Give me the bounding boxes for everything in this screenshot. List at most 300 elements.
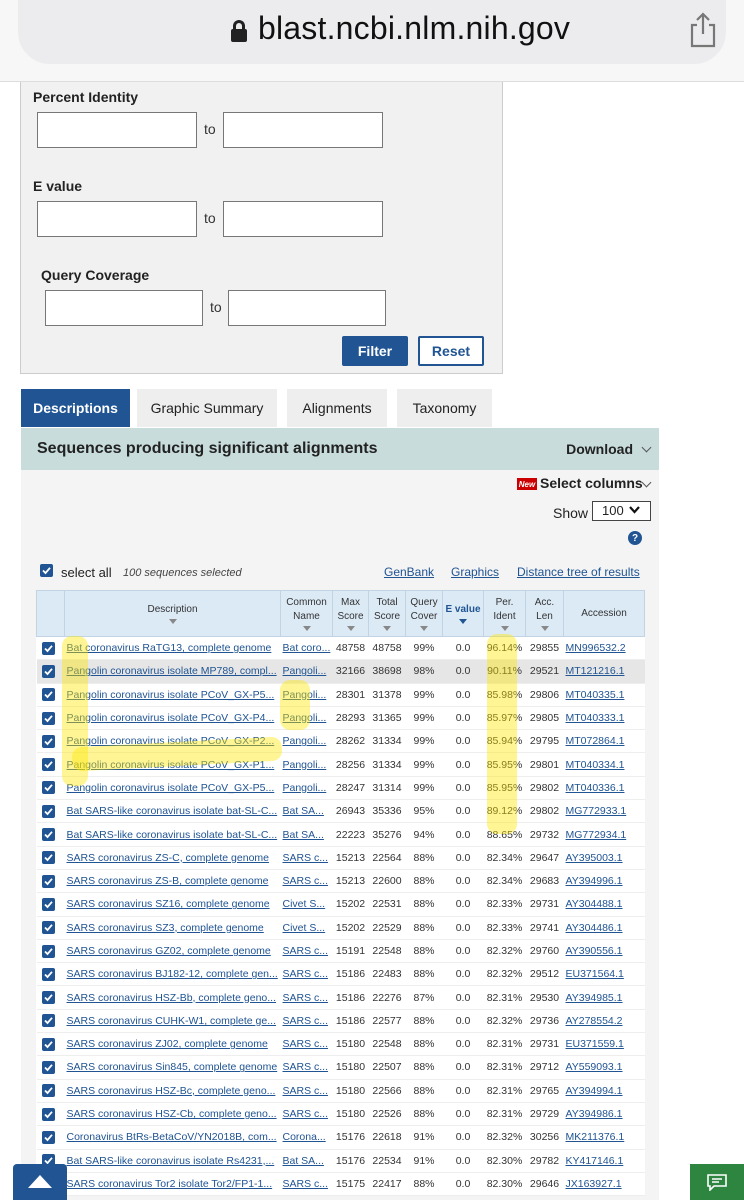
table-row[interactable]	[37, 660, 645, 683]
per-ident: 89.12%	[484, 800, 526, 823]
acc-len: 29647	[526, 846, 564, 869]
row-checkbox[interactable]	[37, 730, 65, 753]
chat-icon	[707, 1174, 727, 1191]
per-ident: 96.14%	[484, 637, 526, 660]
per-ident: 82.30%	[484, 1149, 526, 1172]
evalue: 0.0	[443, 846, 484, 869]
checkbox-checked-icon[interactable]	[42, 688, 55, 701]
sort-icon	[420, 626, 428, 631]
sort-icon	[501, 626, 509, 631]
per-ident: 82.32%	[484, 1009, 526, 1032]
show-count-value: 100	[602, 503, 624, 518]
percent-identity-max-input[interactable]	[223, 112, 383, 148]
evalue: 0.0	[443, 823, 484, 846]
table-row[interactable]	[37, 893, 645, 916]
common-name-link[interactable]: SARS c...	[281, 1102, 333, 1125]
query-cover: 88%	[406, 1079, 443, 1102]
total-score: 22577	[369, 1009, 406, 1032]
row-checkbox[interactable]	[37, 1056, 65, 1079]
query-cover: 88%	[406, 939, 443, 962]
total-score: 22526	[369, 1102, 406, 1125]
header-common-name[interactable]: Common Name	[281, 591, 333, 637]
checkbox-checked-icon[interactable]	[42, 1014, 55, 1027]
checkbox-checked-icon[interactable]	[42, 1038, 55, 1051]
header-acc-len[interactable]: Acc. Len	[526, 591, 564, 637]
total-score: 22548	[369, 939, 406, 962]
row-checkbox[interactable]	[37, 753, 65, 776]
max-score: 28256	[333, 753, 369, 776]
total-score: 48758	[369, 637, 406, 660]
common-name-link[interactable]: Pangoli...	[281, 776, 333, 799]
accession-link[interactable]: MG772934.1	[564, 823, 645, 846]
selected-count: 100 sequences selected	[123, 567, 242, 579]
accession-link[interactable]: AY394996.1	[564, 869, 645, 892]
table-row[interactable]	[37, 776, 645, 799]
description-link[interactable]: SARS coronavirus HSZ-Cb, complete geno...	[65, 1102, 281, 1125]
accession-link[interactable]: AY394986.1	[564, 1102, 645, 1125]
query-cover: 99%	[406, 776, 443, 799]
row-checkbox[interactable]	[37, 1126, 65, 1149]
common-name-link[interactable]: SARS c...	[281, 1079, 333, 1102]
description-link[interactable]: SARS coronavirus ZS-C, complete genome	[65, 846, 281, 869]
checkbox-checked-icon[interactable]	[42, 968, 55, 981]
per-ident: 82.31%	[484, 1079, 526, 1102]
query-cover: 88%	[406, 893, 443, 916]
description-link[interactable]: Bat SARS-like coronavirus isolate bat-SL-C...	[65, 823, 281, 846]
accession-link[interactable]: MT040333.1	[564, 706, 645, 729]
description-link[interactable]: SARS coronavirus ZS-B, complete genome	[65, 869, 281, 892]
description-link[interactable]: Pangolin coronavirus isolate MP789, compl...	[65, 660, 281, 683]
acc-len: 29530	[526, 986, 564, 1009]
chevron-down-icon	[629, 506, 640, 514]
description-link[interactable]: Bat SARS-like coronavirus isolate Rs4231,...	[65, 1149, 281, 1172]
query-cover: 88%	[406, 916, 443, 939]
total-score: 22564	[369, 846, 406, 869]
accession-link[interactable]: JX163927.1	[564, 1172, 645, 1195]
url-text[interactable]: blast.ncbi.nlm.nih.gov	[258, 10, 571, 46]
accession-link[interactable]: MT040336.1	[564, 776, 645, 799]
query-coverage-min-input[interactable]	[45, 290, 203, 326]
accession-link[interactable]: MK211376.1	[564, 1126, 645, 1149]
common-name-link[interactable]: SARS c...	[281, 1056, 333, 1079]
description-link[interactable]: SARS coronavirus SZ16, complete genome	[65, 893, 281, 916]
table-row[interactable]	[37, 916, 645, 939]
common-name-link[interactable]: Bat SA...	[281, 800, 333, 823]
row-checkbox[interactable]	[37, 916, 65, 939]
common-name-link[interactable]: SARS c...	[281, 1033, 333, 1056]
max-score: 26943	[333, 800, 369, 823]
max-score: 48758	[333, 637, 369, 660]
max-score: 15180	[333, 1079, 369, 1102]
checkbox-checked-icon[interactable]	[42, 1131, 55, 1144]
accession-link[interactable]: EU371564.1	[564, 963, 645, 986]
query-cover: 88%	[406, 1033, 443, 1056]
checkbox-checked-icon[interactable]	[42, 712, 55, 725]
acc-len: 29731	[526, 1033, 564, 1056]
graphics-link[interactable]: Graphics	[451, 565, 500, 579]
checkbox-checked-icon[interactable]	[42, 805, 55, 818]
row-checkbox[interactable]	[37, 963, 65, 986]
common-name-link[interactable]: Civet S...	[281, 893, 333, 916]
evalue: 0.0	[443, 776, 484, 799]
description-link[interactable]: Coronavirus BtRs-BetaCoV/YN2018B, com...	[65, 1126, 281, 1149]
tab-descriptions[interactable]: Descriptions	[21, 389, 130, 427]
query-cover: 88%	[406, 1172, 443, 1195]
row-checkbox[interactable]	[37, 1033, 65, 1056]
accession-link[interactable]: AY390556.1	[564, 939, 645, 962]
evalue: 0.0	[443, 800, 484, 823]
common-name-link[interactable]: Pangoli...	[281, 706, 333, 729]
table-row[interactable]	[37, 753, 645, 776]
description-link[interactable]: Bat SARS-like coronavirus isolate bat-SL-C...	[65, 800, 281, 823]
query-cover: 88%	[406, 1056, 443, 1079]
description-link[interactable]: SARS coronavirus Sin845, complete genome	[65, 1056, 281, 1079]
acc-len: 30256	[526, 1126, 564, 1149]
per-ident: 82.32%	[484, 939, 526, 962]
header-query-cover[interactable]: Query Cover	[406, 591, 443, 637]
per-ident: 82.31%	[484, 1102, 526, 1125]
accession-link[interactable]: MT040335.1	[564, 683, 645, 706]
common-name-link[interactable]: SARS c...	[281, 1172, 333, 1195]
query-cover: 88%	[406, 869, 443, 892]
table-row[interactable]	[37, 869, 645, 892]
row-checkbox[interactable]	[37, 800, 65, 823]
evalue-min-input[interactable]	[37, 201, 197, 237]
common-name-link[interactable]: Bat SA...	[281, 1149, 333, 1172]
evalue: 0.0	[443, 1172, 484, 1195]
table-row[interactable]	[37, 986, 645, 1009]
accession-link[interactable]: AY304488.1	[564, 893, 645, 916]
max-score: 15180	[333, 1102, 369, 1125]
table-row[interactable]	[37, 1172, 645, 1195]
header-checkbox-cell	[37, 591, 65, 637]
acc-len: 29521	[526, 660, 564, 683]
table-row[interactable]	[37, 1033, 645, 1056]
row-checkbox[interactable]	[37, 776, 65, 799]
download-button[interactable]: Download	[566, 441, 633, 457]
max-score: 15186	[333, 963, 369, 986]
max-score: 15202	[333, 893, 369, 916]
to-label: to	[204, 210, 216, 226]
common-name-link[interactable]: Bat SA...	[281, 823, 333, 846]
accession-link[interactable]: MT040334.1	[564, 753, 645, 776]
common-name-link[interactable]: SARS c...	[281, 869, 333, 892]
common-name-link[interactable]: SARS c...	[281, 1009, 333, 1032]
checkbox-checked-icon[interactable]	[42, 1084, 55, 1097]
evalue: 0.0	[443, 939, 484, 962]
acc-len: 29855	[526, 637, 564, 660]
max-score: 15176	[333, 1126, 369, 1149]
checkbox-checked-icon[interactable]	[42, 735, 55, 748]
lock-icon	[231, 20, 247, 42]
sort-icon	[541, 626, 549, 631]
checkbox-checked-icon[interactable]	[42, 758, 55, 771]
select-all-checkbox[interactable]	[40, 564, 53, 577]
row-checkbox[interactable]	[37, 1009, 65, 1032]
per-ident: 82.34%	[484, 846, 526, 869]
evalue: 0.0	[443, 986, 484, 1009]
accession-link[interactable]: MT072864.1	[564, 730, 645, 753]
row-checkbox[interactable]	[37, 986, 65, 1009]
acc-len: 29731	[526, 893, 564, 916]
total-score: 35276	[369, 823, 406, 846]
header-accession[interactable]: Accession	[564, 591, 645, 637]
per-ident: 82.31%	[484, 1033, 526, 1056]
table-row[interactable]	[37, 730, 645, 753]
checkbox-checked-icon[interactable]	[42, 1108, 55, 1121]
per-ident: 85.95%	[484, 776, 526, 799]
query-coverage-max-input[interactable]	[228, 290, 386, 326]
description-link[interactable]: SARS coronavirus HSZ-Bb, complete geno...	[65, 986, 281, 1009]
common-name-link[interactable]: Pangoli...	[281, 730, 333, 753]
evalue: 0.0	[443, 753, 484, 776]
table-row[interactable]	[37, 846, 645, 869]
row-checkbox[interactable]	[37, 706, 65, 729]
table-row[interactable]	[37, 800, 645, 823]
common-name-link[interactable]: SARS c...	[281, 986, 333, 1009]
accession-link[interactable]: AY394985.1	[564, 986, 645, 1009]
query-cover: 88%	[406, 963, 443, 986]
results-table	[36, 590, 645, 1196]
total-score: 31334	[369, 730, 406, 753]
accession-link[interactable]: MG772933.1	[564, 800, 645, 823]
accession-link[interactable]: MN996532.2	[564, 637, 645, 660]
acc-len: 29760	[526, 939, 564, 962]
accession-link[interactable]: AY278554.2	[564, 1009, 645, 1032]
acc-len: 29741	[526, 916, 564, 939]
max-score: 15202	[333, 916, 369, 939]
row-checkbox[interactable]	[37, 1079, 65, 1102]
acc-len: 29795	[526, 730, 564, 753]
description-link[interactable]: Bat coronavirus RaTG13, complete genome	[65, 637, 281, 660]
table-row[interactable]	[37, 823, 645, 846]
common-name-link[interactable]: Pangoli...	[281, 683, 333, 706]
accession-link[interactable]: AY304486.1	[564, 916, 645, 939]
row-checkbox[interactable]	[37, 660, 65, 683]
browser-address-bar	[0, 0, 744, 82]
accession-link[interactable]: AY559093.1	[564, 1056, 645, 1079]
description-link[interactable]: SARS coronavirus GZ02, complete genome	[65, 939, 281, 962]
checkbox-checked-icon[interactable]	[42, 1061, 55, 1074]
max-score: 15176	[333, 1149, 369, 1172]
percent-identity-min-input[interactable]	[37, 112, 197, 148]
per-ident: 82.30%	[484, 1172, 526, 1195]
total-score: 31365	[369, 706, 406, 729]
table-row[interactable]	[37, 939, 645, 962]
share-icon[interactable]	[688, 12, 718, 48]
chevron-down-icon[interactable]	[642, 443, 652, 453]
to-label: to	[204, 121, 216, 137]
results-title: Sequences producing significant alignments	[37, 440, 378, 457]
table-header-row	[37, 591, 645, 637]
total-score: 22531	[369, 893, 406, 916]
url-field[interactable]	[18, 0, 726, 64]
description-link[interactable]: Pangolin coronavirus isolate PCoV_GX-P5...	[65, 776, 281, 799]
query-cover: 99%	[406, 706, 443, 729]
description-link[interactable]: SARS coronavirus BJ182-12, complete gen...	[65, 963, 281, 986]
query-cover: 98%	[406, 660, 443, 683]
filter-button[interactable]: Filter	[342, 336, 408, 366]
common-name-link[interactable]: Civet S...	[281, 916, 333, 939]
header-evalue[interactable]: E value	[443, 591, 484, 637]
header-max-score[interactable]: Max Score	[333, 591, 369, 637]
evalue: 0.0	[443, 1033, 484, 1056]
description-link[interactable]: Pangolin coronavirus isolate PCoV_GX-P5...	[65, 683, 281, 706]
description-link[interactable]: SARS coronavirus Tor2 isolate Tor2/FP1-1...	[65, 1172, 281, 1195]
total-score: 22276	[369, 986, 406, 1009]
per-ident: 90.11%	[484, 660, 526, 683]
evalue: 0.0	[443, 1056, 484, 1079]
table-row[interactable]	[37, 706, 645, 729]
reset-button[interactable]: Reset	[418, 336, 484, 366]
genbank-link[interactable]: GenBank	[384, 565, 435, 579]
checkbox-checked-icon[interactable]	[42, 991, 55, 1004]
evalue: 0.0	[443, 1009, 484, 1032]
max-score: 15213	[333, 869, 369, 892]
table-row[interactable]	[37, 1056, 645, 1079]
common-name-link[interactable]: Bat coro...	[281, 637, 333, 660]
common-name-link[interactable]: Pangoli...	[281, 753, 333, 776]
common-name-link[interactable]: SARS c...	[281, 846, 333, 869]
sort-icon	[347, 626, 355, 631]
accession-link[interactable]: AY394994.1	[564, 1079, 645, 1102]
help-icon[interactable]: ?	[628, 531, 642, 545]
per-ident: 82.33%	[484, 893, 526, 916]
common-name-link[interactable]: SARS c...	[281, 963, 333, 986]
row-checkbox[interactable]	[37, 846, 65, 869]
total-score: 22507	[369, 1056, 406, 1079]
header-per-ident[interactable]: Per. Ident	[484, 591, 526, 637]
per-ident: 85.95%	[484, 753, 526, 776]
row-checkbox[interactable]	[37, 869, 65, 892]
description-link[interactable]: Pangolin coronavirus isolate PCoV_GX-P4...	[65, 706, 281, 729]
checkbox-checked-icon[interactable]	[42, 875, 55, 888]
total-score: 22417	[369, 1172, 406, 1195]
common-name-link[interactable]: Corona...	[281, 1126, 333, 1149]
acc-len: 29646	[526, 1172, 564, 1195]
table-row[interactable]	[37, 1126, 645, 1149]
show-count-select[interactable]	[592, 501, 651, 521]
results-header	[21, 428, 659, 470]
acc-len: 29732	[526, 823, 564, 846]
acc-len: 29512	[526, 963, 564, 986]
checkbox-checked-icon[interactable]	[42, 781, 55, 794]
row-checkbox[interactable]	[37, 1102, 65, 1125]
description-link[interactable]: SARS coronavirus HSZ-Bc, complete geno...	[65, 1079, 281, 1102]
max-score: 15175	[333, 1172, 369, 1195]
table-row[interactable]	[37, 637, 645, 660]
query-cover: 88%	[406, 846, 443, 869]
acc-len: 29802	[526, 776, 564, 799]
acc-len: 29802	[526, 800, 564, 823]
table-row[interactable]	[37, 1149, 645, 1172]
max-score: 28301	[333, 683, 369, 706]
checkbox-checked-icon[interactable]	[42, 898, 55, 911]
header-total-score[interactable]: Total Score	[369, 591, 406, 637]
max-score: 15180	[333, 1056, 369, 1079]
max-score: 32166	[333, 660, 369, 683]
evalue: 0.0	[443, 1149, 484, 1172]
accession-link[interactable]: MT121216.1	[564, 660, 645, 683]
description-link[interactable]: Pangolin coronavirus isolate PCoV_GX-P1...	[65, 753, 281, 776]
checkbox-checked-icon[interactable]	[42, 851, 55, 864]
evalue: 0.0	[443, 916, 484, 939]
tab-alignments[interactable]: Alignments	[287, 389, 387, 427]
to-label: to	[210, 299, 222, 315]
row-checkbox[interactable]	[37, 683, 65, 706]
per-ident: 82.32%	[484, 1126, 526, 1149]
table-row[interactable]	[37, 1079, 645, 1102]
description-link[interactable]: SARS coronavirus SZ3, complete genome	[65, 916, 281, 939]
accession-link[interactable]: EU371559.1	[564, 1033, 645, 1056]
per-ident: 82.31%	[484, 986, 526, 1009]
checkbox-checked-icon[interactable]	[42, 642, 55, 655]
table-row[interactable]	[37, 683, 645, 706]
evalue: 0.0	[443, 683, 484, 706]
checkbox-checked-icon[interactable]	[42, 665, 55, 678]
row-checkbox[interactable]	[37, 939, 65, 962]
new-badge: New	[518, 479, 536, 489]
checkbox-checked-icon[interactable]	[42, 828, 55, 841]
table-row[interactable]	[37, 1102, 645, 1125]
evalue: 0.0	[443, 637, 484, 660]
description-link[interactable]: SARS coronavirus ZJ02, complete genome	[65, 1033, 281, 1056]
max-score: 28247	[333, 776, 369, 799]
accession-link[interactable]: AY395003.1	[564, 846, 645, 869]
feedback-button[interactable]	[690, 1164, 744, 1200]
distance-tree-link[interactable]: Distance tree of results	[517, 565, 640, 579]
row-checkbox[interactable]	[37, 637, 65, 660]
header-description[interactable]: Description	[65, 591, 281, 637]
max-score: 15180	[333, 1033, 369, 1056]
query-cover: 99%	[406, 637, 443, 660]
tab-taxonomy[interactable]: Taxonomy	[397, 389, 492, 427]
table-row[interactable]	[37, 963, 645, 986]
row-checkbox[interactable]	[37, 823, 65, 846]
checkbox-checked-icon[interactable]	[42, 945, 55, 958]
per-ident: 82.32%	[484, 963, 526, 986]
sort-icon	[303, 626, 311, 631]
description-link[interactable]: SARS coronavirus CUHK-W1, complete ge...	[65, 1009, 281, 1032]
table-row[interactable]	[37, 1009, 645, 1032]
evalue-max-input[interactable]	[223, 201, 383, 237]
acc-len: 29806	[526, 683, 564, 706]
description-link[interactable]: Pangolin coronavirus isolate PCoV_GX-P2...	[65, 730, 281, 753]
common-name-link[interactable]: SARS c...	[281, 939, 333, 962]
query-cover: 99%	[406, 730, 443, 753]
acc-len: 29801	[526, 753, 564, 776]
query-cover: 95%	[406, 800, 443, 823]
per-ident: 82.33%	[484, 916, 526, 939]
max-score: 28293	[333, 706, 369, 729]
evalue: 0.0	[443, 963, 484, 986]
total-score: 22618	[369, 1126, 406, 1149]
select-columns-button[interactable]: Select columns	[540, 475, 643, 491]
per-ident: 85.97%	[484, 706, 526, 729]
scroll-to-top-button[interactable]	[13, 1164, 67, 1200]
tab-graphic-summary[interactable]: Graphic Summary	[137, 389, 277, 427]
acc-len: 29805	[526, 706, 564, 729]
checkbox-checked-icon[interactable]	[42, 921, 55, 934]
total-score: 22548	[369, 1033, 406, 1056]
sort-icon	[169, 619, 177, 624]
row-checkbox[interactable]	[37, 893, 65, 916]
acc-len: 29782	[526, 1149, 564, 1172]
evalue: 0.0	[443, 1126, 484, 1149]
common-name-link[interactable]: Pangoli...	[281, 660, 333, 683]
accession-link[interactable]: KY417146.1	[564, 1149, 645, 1172]
evalue-label: E value	[33, 178, 83, 194]
